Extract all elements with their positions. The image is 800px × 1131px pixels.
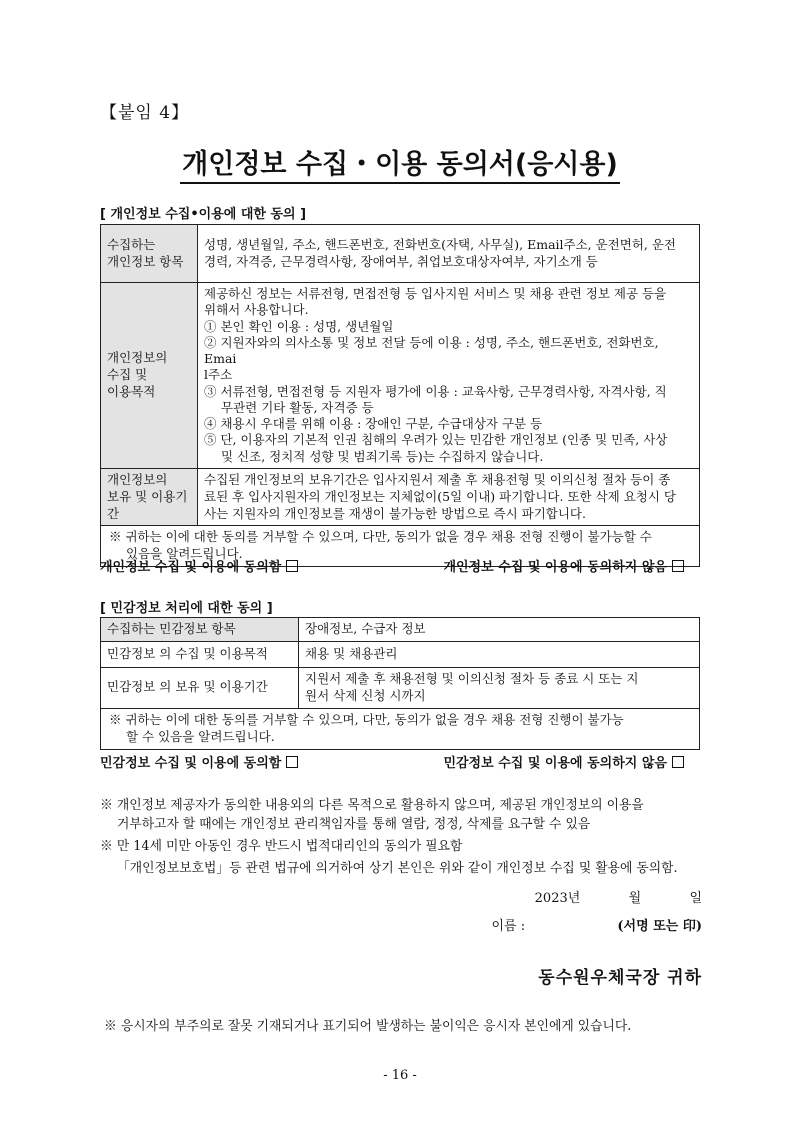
table-row (101, 468, 700, 526)
page-title: 개인정보 수집・이용 동의서(응시용) (0, 142, 800, 184)
date-month: 월 (628, 891, 642, 906)
minor-note: ※ 만 14세 미만 아동인 경우 반드시 법적대리인의 동의가 필요함 (100, 839, 463, 854)
disagree-checkbox[interactable] (672, 560, 684, 572)
attachment-label: 【붙임 4】 (100, 103, 190, 123)
section1-consent-options (100, 556, 700, 575)
table-row (101, 618, 700, 642)
agree-checkbox[interactable] (286, 560, 298, 572)
row-label: 수집하는 민감정보 항목 (101, 618, 299, 642)
row-content: 장애정보, 수급자 정보 (299, 618, 700, 642)
disagree-checkbox[interactable] (672, 756, 684, 768)
table-row (101, 642, 700, 668)
consent-disagree-option[interactable]: 민감정보 수집 및 이용에 동의하지 않음 (443, 752, 684, 771)
signature-line (100, 915, 702, 934)
row-content: 제공하신 정보는 서류전형, 면접전형 등 입사지원 서비스 및 채용 관련 정보 제공 등을 위해서 사용합니다. ① 본인 확인 이용 : 성명, 생년월일 ② 지원자와의 의사소통 및 정보 전달 등에 이용 : 성명, 주소, 핸드폰번호, 전화번호, Emai l주소 ③ 서류전형, 면접전형 등 지원자 평가에 이용 : 교육사항, 근무경력사항, 자격사항, 직 무관련 기타 활동, 자격증 등 ④ 채용시 우대를 위해 이용 : 장애인 구분, 수급대상자 구분 등 ⑤ 단, 이용자의 기본적 인권 침해의 우려가 있는 민감한 개인정보 (인종 및 민족, 사상 및 신조, 정치적 성향 및 범죄기록 등)는 수집하지 않습니다. (198, 283, 700, 469)
section2-consent-options (100, 752, 700, 771)
row-label: 개인정보의 보유 및 이용기간 (101, 468, 198, 526)
table-row (101, 668, 700, 709)
refusal-notice: ※ 귀하는 이에 대한 동의를 거부할 수 있으며, 다만, 동의가 없을 경우 채용 전형 진행이 불가능 할 수 있음을 알려드립니다. (101, 708, 700, 749)
name-label: 이름 : (491, 919, 526, 934)
table-row (101, 225, 700, 283)
table-row (101, 283, 700, 469)
row-label: 민감정보 의 보유 및 이용기간 (101, 668, 299, 709)
table-row (101, 708, 700, 749)
footer-notice: ※ 응시자의 부주의로 잘못 기재되거나 표기되어 발생하는 불이익은 응시자 본인에게 있습니다. (104, 1019, 632, 1034)
row-label: 민감정보 의 수집 및 이용목적 (101, 642, 299, 668)
row-label: 수집하는 개인정보 항목 (101, 225, 198, 283)
section1-heading: [ 개인정보 수집•이용에 대한 동의 ] (100, 207, 307, 222)
date-line (100, 887, 702, 906)
date-year: 2023년 (534, 891, 581, 906)
row-content: 수집된 개인정보의 보유기간은 입사지원서 제출 후 채용전형 및 이의신청 절차 등이 종 료된 후 입사지원자의 개인정보는 지체없이(5일 이내) 파기합니다. 또한 삭제 요청시 당 사는 지원자의 개인정보를 재생이 불가능한 방법으로 즉시 파기합니다. (198, 468, 700, 526)
consent-statement: 「개인정보보호법」등 관련 법규에 의거하여 상기 본인은 위와 같이 개인정보 수집 및 활용에 동의함. (117, 861, 678, 876)
usage-note: ※ 개인정보 제공자가 동의한 내용외의 다른 목적으로 활용하지 않으며, 제공된 개인정보의 이용을 거부하고자 할 때에는 개인정보 관리책임자를 통해 열람, 정정, 삭제를 요구할 수 있음 (100, 798, 644, 832)
row-content: 채용 및 채용관리 (299, 642, 700, 668)
consent-agree-option[interactable]: 개인정보 수집 및 이용에 동의함 (100, 560, 298, 575)
page-number: - 16 - (383, 1068, 417, 1083)
section2-heading: [ 민감정보 처리에 대한 동의 ] (100, 601, 273, 616)
personal-info-table (100, 224, 700, 567)
agree-checkbox[interactable] (286, 756, 298, 768)
signature-note: (서명 또는 印) (617, 919, 702, 934)
consent-agree-option[interactable]: 민감정보 수집 및 이용에 동의함 (100, 756, 298, 771)
row-label: 개인정보의 수집 및 이용목적 (101, 283, 198, 469)
consent-disagree-option[interactable]: 개인정보 수집 및 이용에 동의하지 않음 (443, 556, 684, 575)
date-day: 일 (689, 891, 702, 906)
refusal-notice: ※ 귀하는 이에 대한 동의를 거부할 수 있으며, 다만, 동의가 없을 경우 채용 전형 진행이 불가능할 수 있음을 알려드립니다. (101, 526, 700, 567)
sensitive-info-table (100, 617, 700, 750)
recipient: 동수원우체국장 귀하 (538, 968, 702, 988)
row-content: 성명, 생년월일, 주소, 핸드폰번호, 전화번호(자택, 사무실), Email주소, 운전면허, 운전 경력, 자격증, 근무경력사항, 장애여부, 취업보호대상자여부, 자기소개 등 (198, 225, 700, 283)
row-content: 지원서 제출 후 채용전형 및 이의신청 절차 등 종료 시 또는 지 원서 삭제 신청 시까지 (299, 668, 700, 709)
